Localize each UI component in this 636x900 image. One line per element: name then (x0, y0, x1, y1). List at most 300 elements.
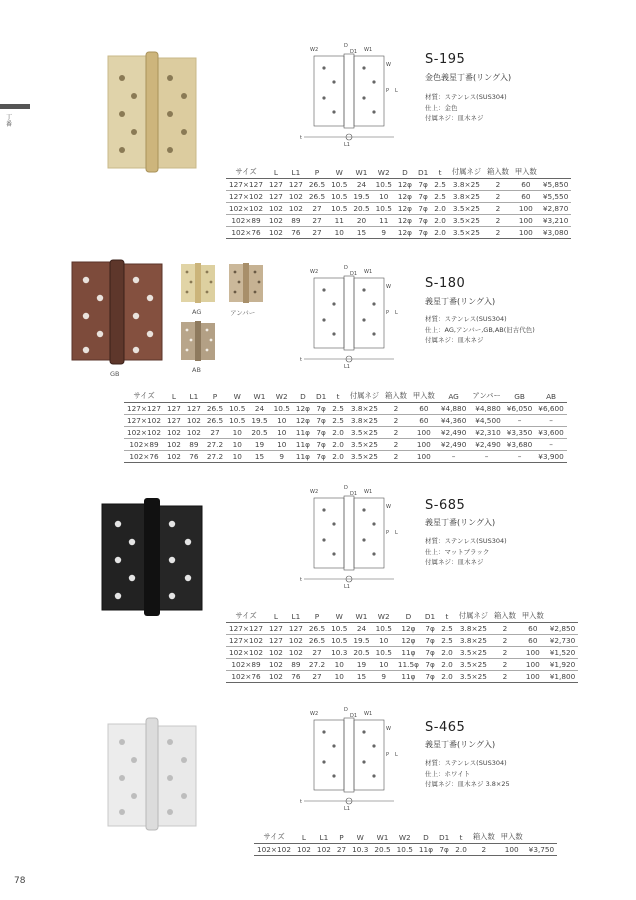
table-cell: 127 (266, 191, 286, 203)
table-cell: 10 (226, 427, 248, 439)
table-cell: 127 (184, 403, 204, 415)
table-cell: 9 (373, 671, 395, 683)
table-cell: ¥6,050 (504, 403, 536, 415)
table-cell: ¥3,900 (535, 451, 567, 463)
label-w1: W1 (364, 47, 373, 53)
table-header-cell: W1 (350, 166, 372, 179)
table-header-cell: W (328, 166, 350, 179)
spec-material: 材質：ステンレス(SUS304) (425, 315, 507, 323)
table-header-row (226, 610, 578, 623)
table-cell: 9 (373, 227, 395, 239)
label-w: W (386, 504, 391, 510)
table-cell: 24 (350, 623, 372, 635)
table-cell: 12φ (395, 623, 422, 635)
label-d: D (344, 43, 348, 49)
table-header-cell (526, 831, 558, 844)
table-cell: 7φ (422, 635, 438, 647)
table-cell: 102 (184, 415, 204, 427)
spec-material: 材質：ステンレス(SUS304) (425, 93, 507, 101)
table-header-cell: t (452, 831, 470, 844)
spec-material: 材質：ステンレス(SUS304) (425, 537, 507, 545)
table-cell: 12φ (293, 403, 313, 415)
table-header-cell: GB (504, 390, 536, 403)
label-l: L (395, 530, 398, 536)
table-row (226, 215, 571, 227)
table-cell: 2 (484, 215, 512, 227)
spec-table-s465 (254, 831, 557, 856)
table-cell: 100 (410, 427, 438, 439)
table-header-cell: 箱入数 (491, 610, 519, 623)
label-w1: W1 (364, 489, 373, 495)
table-cell: 27 (306, 227, 328, 239)
caption-gb: GB (110, 370, 120, 378)
table-cell: ¥1,800 (547, 671, 579, 683)
table-cell: 2 (484, 203, 512, 215)
table-cell: 19 (350, 659, 372, 671)
table-cell: 27.2 (306, 659, 328, 671)
table-cell: 19.5 (350, 191, 372, 203)
table-cell: 76 (184, 451, 204, 463)
table-cell: 60 (410, 415, 438, 427)
table-cell: 2 (491, 671, 519, 683)
table-cell: 10 (328, 659, 350, 671)
table-header-cell: L (266, 166, 286, 179)
table-cell: 60 (512, 191, 540, 203)
table-cell: 11φ (416, 844, 436, 856)
spec-finish: 仕上：ホワイト (425, 769, 471, 778)
table-cell: 102×102 (124, 427, 164, 439)
table-header-cell: AG (438, 390, 470, 403)
product-specs (425, 536, 507, 568)
table-cell: 76 (286, 671, 306, 683)
table-cell: ¥1,920 (547, 659, 579, 671)
table-cell: 3.8×25 (456, 635, 491, 647)
table-header-cell: P (306, 610, 328, 623)
table-cell: ¥4,360 (438, 415, 470, 427)
spec-screw: 付属ネジ：皿木ネジ (425, 336, 484, 344)
table-cell: 20.5 (350, 203, 372, 215)
table-header-cell: t (431, 166, 449, 179)
table-cell: 102×102 (254, 844, 294, 856)
table-header-cell: L1 (184, 390, 204, 403)
table-cell: 3.5×25 (347, 439, 382, 451)
table-row (124, 439, 567, 451)
label-w2: W2 (310, 269, 319, 275)
table-cell: 102 (266, 659, 286, 671)
table-header-cell: t (438, 610, 456, 623)
table-cell: 102×89 (226, 659, 266, 671)
table-cell: 10 (271, 427, 293, 439)
table-cell: 100 (512, 227, 540, 239)
table-cell: 100 (512, 215, 540, 227)
label-t: t (300, 799, 302, 805)
table-cell: 2.0 (452, 844, 470, 856)
table-header-cell: D1 (422, 610, 438, 623)
product-name: 金色義星丁番(リング入) (425, 73, 512, 82)
table-header-cell: P (334, 831, 349, 844)
table-header-cell: D1 (415, 166, 431, 179)
table-cell: 2.0 (438, 671, 456, 683)
table-row (226, 635, 578, 647)
table-header-cell: W2 (373, 166, 395, 179)
label-t: t (300, 357, 302, 363)
table-cell: 102 (184, 427, 204, 439)
table-cell: 11φ (293, 451, 313, 463)
label-d: D (344, 485, 348, 491)
table-cell: 102 (266, 647, 286, 659)
table-cell: ¥3,210 (540, 215, 572, 227)
caption-amber: アンバー (230, 309, 256, 317)
table-cell: 2.5 (438, 635, 456, 647)
table-header-cell: D (395, 610, 422, 623)
table-header-cell: 甲入数 (498, 831, 526, 844)
table-cell: 10 (373, 635, 395, 647)
table-cell: 2.5 (431, 191, 449, 203)
table-cell: 100 (410, 439, 438, 451)
label-l1: L1 (344, 806, 350, 811)
table-cell: – (535, 415, 567, 427)
label-p: P (386, 752, 390, 758)
product-name: 義星丁番(リング入) (425, 740, 496, 749)
table-cell: 76 (286, 227, 306, 239)
table-cell: 10 (271, 439, 293, 451)
table-cell: 102 (164, 439, 184, 451)
table-cell: 11 (373, 215, 395, 227)
table-cell: – (535, 439, 567, 451)
table-cell: 26.5 (306, 635, 328, 647)
product-code: S-465 (425, 720, 466, 735)
table-cell: 12φ (293, 415, 313, 427)
table-cell: 3.8×25 (456, 623, 491, 635)
table-cell: 102 (286, 191, 306, 203)
table-cell: 12φ (395, 203, 415, 215)
table-cell: 2.0 (438, 659, 456, 671)
table-cell: 10 (226, 451, 248, 463)
table-cell: – (469, 451, 503, 463)
table-row (226, 191, 571, 203)
table-cell: 15 (248, 451, 270, 463)
table-cell: 20 (350, 215, 372, 227)
table-header-cell: t (329, 390, 347, 403)
label-w1: W1 (364, 711, 373, 717)
table-cell: 10 (328, 671, 350, 683)
table-cell: 3.5×25 (456, 647, 491, 659)
table-cell: 2 (491, 659, 519, 671)
table-cell: ¥5,850 (540, 179, 572, 191)
table-cell: 10.5 (394, 844, 416, 856)
label-t: t (300, 135, 302, 141)
product-specs (425, 314, 535, 346)
product-code: S-180 (425, 276, 466, 291)
table-cell: 102 (314, 844, 334, 856)
table-cell: 102 (266, 215, 286, 227)
table-cell: 27 (204, 427, 226, 439)
table-cell: 2 (382, 439, 410, 451)
table-cell: 89 (286, 659, 306, 671)
table-cell: 3.5×25 (456, 671, 491, 683)
table-cell: 27.2 (204, 451, 226, 463)
table-cell: 10.5 (226, 403, 248, 415)
spec-screw: 付属ネジ：皿木ネジ (425, 558, 484, 566)
caption-ab: AB (192, 366, 201, 374)
product-code: S-685 (425, 498, 466, 513)
table-header-cell: サイズ (254, 831, 294, 844)
table-header-cell: 甲入数 (519, 610, 547, 623)
hinge-diagram-s465 (300, 706, 400, 811)
table-cell: 102 (286, 635, 306, 647)
table-cell: 3.5×25 (449, 215, 484, 227)
table-cell: ¥3,600 (535, 427, 567, 439)
table-cell: 2 (382, 403, 410, 415)
table-cell: 12φ (395, 215, 415, 227)
table-row (124, 451, 567, 463)
table-header-cell: P (204, 390, 226, 403)
side-index-label: 丁番 (6, 114, 13, 128)
table-cell: ¥6,600 (535, 403, 567, 415)
label-w1: W1 (364, 269, 373, 275)
table-header-cell: W2 (373, 610, 395, 623)
table-cell: ¥2,870 (540, 203, 572, 215)
hinge-diagram-s685 (300, 484, 400, 589)
table-cell: 89 (286, 215, 306, 227)
table-cell: 102 (164, 427, 184, 439)
hinge-photo-white (104, 716, 200, 832)
table-cell: 15 (350, 671, 372, 683)
table-header-cell: 付属ネジ (449, 166, 484, 179)
table-cell: 10 (328, 227, 350, 239)
table-cell: 3.8×25 (449, 179, 484, 191)
label-p: P (386, 530, 390, 536)
table-cell: 127 (266, 623, 286, 635)
table-cell: 3.5×25 (449, 227, 484, 239)
table-cell: 2 (484, 191, 512, 203)
table-cell: 102 (286, 647, 306, 659)
side-index-tab (0, 104, 30, 109)
table-cell: 10.3 (349, 844, 371, 856)
table-cell: 19 (248, 439, 270, 451)
table-cell: – (504, 451, 536, 463)
table-row (226, 623, 578, 635)
table-cell: 11φ (395, 671, 422, 683)
table-cell: ¥3,750 (526, 844, 558, 856)
table-cell: 7φ (415, 203, 431, 215)
table-cell: 10 (226, 439, 248, 451)
table-cell: 7φ (415, 191, 431, 203)
table-cell: 7φ (422, 647, 438, 659)
spec-material: 材質：ステンレス(SUS304) (425, 759, 507, 767)
table-cell: ¥2,730 (547, 635, 579, 647)
table-cell: ¥2,310 (469, 427, 503, 439)
table-cell: ¥3,680 (504, 439, 536, 451)
table-cell: 2.5 (329, 403, 347, 415)
table-header-cell: L1 (314, 831, 334, 844)
table-row (226, 647, 578, 659)
table-cell: ¥3,350 (504, 427, 536, 439)
table-cell: 102 (294, 844, 314, 856)
table-cell: 10.5 (328, 635, 350, 647)
table-cell: 10 (373, 191, 395, 203)
table-cell: 19.5 (248, 415, 270, 427)
table-cell: 26.5 (306, 191, 328, 203)
spec-table-s180 (124, 390, 567, 463)
table-cell: 10.3 (328, 647, 350, 659)
table-cell: 3.5×25 (456, 659, 491, 671)
table-cell: 24 (248, 403, 270, 415)
spec-screw: 付属ネジ：皿木ネジ (425, 114, 484, 122)
table-header-cell: W (328, 610, 350, 623)
table-cell: 10.5 (373, 179, 395, 191)
table-cell: 2 (491, 647, 519, 659)
table-cell: 100 (519, 647, 547, 659)
label-d1: D1 (350, 271, 358, 277)
table-cell: 7φ (415, 215, 431, 227)
table-cell: 26.5 (204, 403, 226, 415)
table-cell: 127 (164, 415, 184, 427)
table-row (226, 227, 571, 239)
table-cell: ¥2,850 (547, 623, 579, 635)
table-cell: 2.0 (329, 439, 347, 451)
table-cell: 102 (286, 203, 306, 215)
label-d1: D1 (350, 491, 358, 497)
table-cell: 2.5 (329, 415, 347, 427)
table-cell: 127×127 (124, 403, 164, 415)
table-cell: 2 (382, 451, 410, 463)
table-cell: 60 (519, 623, 547, 635)
table-cell: ¥4,500 (469, 415, 503, 427)
product-name: 義星丁番(リング入) (425, 518, 496, 527)
table-header-cell (540, 166, 572, 179)
table-cell: 127×102 (226, 191, 266, 203)
table-header-cell: 箱入数 (382, 390, 410, 403)
table-cell: 3.8×25 (347, 415, 382, 427)
table-cell: 7φ (436, 844, 452, 856)
table-cell: 7φ (422, 659, 438, 671)
label-w2: W2 (310, 47, 319, 53)
table-header-cell: D (293, 390, 313, 403)
label-w: W (386, 62, 391, 68)
table-cell: 100 (519, 659, 547, 671)
table-header-cell: サイズ (226, 166, 266, 179)
table-cell: 127×102 (226, 635, 266, 647)
product-specs (425, 92, 507, 124)
hinge-photo-gb (70, 258, 166, 368)
table-header-cell: W2 (271, 390, 293, 403)
table-header-cell: サイズ (124, 390, 164, 403)
table-cell: 100 (519, 671, 547, 683)
table-row (124, 427, 567, 439)
spec-finish: 仕上：マットブラック (425, 547, 490, 556)
label-w2: W2 (310, 711, 319, 717)
table-header-cell: サイズ (226, 610, 266, 623)
label-d1: D1 (350, 713, 358, 719)
table-cell: 12φ (395, 191, 415, 203)
table-cell: ¥1,520 (547, 647, 579, 659)
label-p: P (386, 88, 390, 94)
table-cell: 11φ (395, 647, 422, 659)
table-header-cell: L (294, 831, 314, 844)
product-name: 義星丁番(リング入) (425, 297, 496, 306)
table-cell: 11φ (293, 427, 313, 439)
table-cell: 2.5 (438, 623, 456, 635)
table-header-cell: 付属ネジ (347, 390, 382, 403)
table-cell: 2 (491, 635, 519, 647)
hinge-diagram-s180 (300, 264, 400, 369)
table-cell: 100 (512, 203, 540, 215)
spec-finish: 仕上：AG,アンバー,GB,AB(旧古代色) (425, 325, 535, 334)
table-cell: 26.5 (204, 415, 226, 427)
table-cell: 60 (410, 403, 438, 415)
table-cell: 7φ (415, 179, 431, 191)
table-cell: 102×89 (226, 215, 266, 227)
table-cell: 10.5 (373, 623, 395, 635)
table-cell: 102 (266, 227, 286, 239)
table-cell: 2 (382, 415, 410, 427)
table-cell: – (438, 451, 470, 463)
table-cell: 11.5φ (395, 659, 422, 671)
table-cell: ¥4,880 (438, 403, 470, 415)
table-header-cell: 甲入数 (410, 390, 438, 403)
table-header-cell: 付属ネジ (456, 610, 491, 623)
table-header-cell: D (395, 166, 415, 179)
table-header-cell: D (416, 831, 436, 844)
label-p: P (386, 310, 390, 316)
table-cell: 11φ (293, 439, 313, 451)
table-cell: 2.5 (431, 179, 449, 191)
table-cell: 10.5 (328, 203, 350, 215)
table-cell: ¥2,490 (438, 427, 470, 439)
table-cell: 10.5 (373, 647, 395, 659)
table-cell: 10 (271, 415, 293, 427)
spec-table-s685 (226, 610, 578, 683)
hinge-photo-gold (104, 50, 200, 176)
table-cell: 102×76 (226, 227, 266, 239)
table-cell: 20.5 (248, 427, 270, 439)
table-cell: 10.5 (226, 415, 248, 427)
table-cell: 19.5 (350, 635, 372, 647)
table-cell: 2.0 (431, 215, 449, 227)
table-cell: 127 (266, 635, 286, 647)
table-cell: 27 (306, 215, 328, 227)
table-cell: 9 (271, 451, 293, 463)
table-cell: 12φ (395, 635, 422, 647)
table-cell: 10.5 (271, 403, 293, 415)
table-cell: 12φ (395, 227, 415, 239)
table-cell: 102×102 (226, 647, 266, 659)
table-cell: 27 (306, 671, 328, 683)
table-cell: ¥2,490 (438, 439, 470, 451)
table-cell: 102 (266, 203, 286, 215)
label-d: D (344, 707, 348, 713)
table-row (226, 659, 578, 671)
table-cell: 26.5 (306, 179, 328, 191)
table-cell: 2 (484, 227, 512, 239)
table-cell: ¥3,080 (540, 227, 572, 239)
table-row (254, 844, 557, 856)
label-d1: D1 (350, 49, 358, 55)
label-w2: W2 (310, 489, 319, 495)
table-header-cell: W1 (350, 610, 372, 623)
table-cell: 127×127 (226, 179, 266, 191)
table-header-cell: 箱入数 (470, 831, 498, 844)
table-cell: 27 (306, 647, 328, 659)
table-cell: 3.8×25 (347, 403, 382, 415)
table-header-cell: W1 (248, 390, 270, 403)
table-cell: 102×89 (124, 439, 164, 451)
hinge-photo-black (96, 496, 208, 618)
table-header-cell: L1 (286, 166, 306, 179)
hinge-diagram-s195 (300, 42, 400, 147)
table-cell: 7φ (422, 623, 438, 635)
